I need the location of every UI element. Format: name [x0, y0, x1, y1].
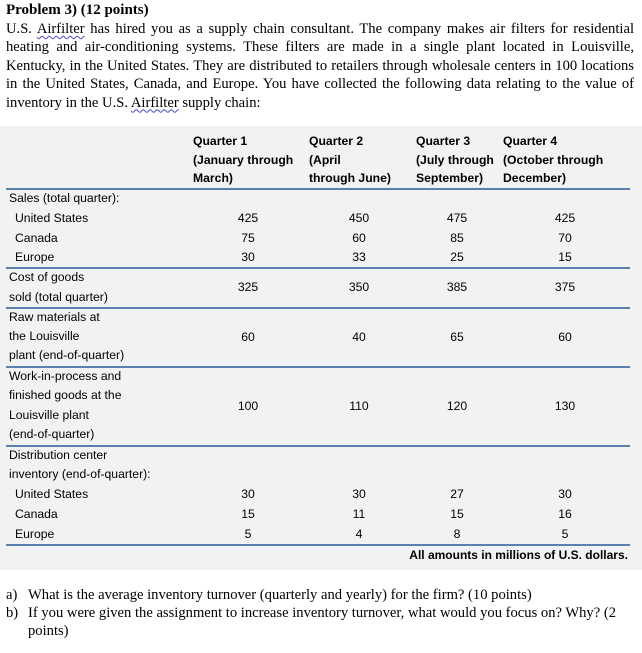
question-text: What is the average inventory turnover (quarterly and yearly) for the firm? (10 points) [28, 587, 532, 603]
table-cell: 15 [450, 507, 464, 521]
questions-list [6, 586, 636, 641]
company-name: Airfilter [36, 21, 85, 37]
sales-section-label: Sales (total quarter): [9, 191, 120, 205]
question-marker: a) [6, 587, 18, 603]
table-cell: 85 [450, 231, 464, 245]
question-b [6, 604, 636, 640]
sales-canada-label: Canada [15, 231, 58, 245]
sales-us-label: United States [15, 211, 89, 225]
table-cell: 375 [554, 280, 576, 294]
table-cell: 16 [558, 507, 572, 521]
header-q1-line2: (January through [193, 152, 294, 167]
sales-europe-label: Europe [15, 250, 55, 264]
dc-label-line1: Distribution center [9, 448, 108, 462]
header-q4-line3: December) [503, 171, 566, 185]
table-cell: 120 [446, 399, 468, 413]
raw-label-line1: Raw materials at [9, 310, 100, 324]
cogs-label-line1: Cost of goods [9, 270, 85, 284]
table-cell: 110 [349, 399, 369, 413]
table-cell: 60 [558, 330, 572, 344]
header-q4-line2: (October through [503, 152, 604, 167]
table-footnote: All amounts in millions of U.S. dollars. [409, 548, 628, 562]
table-cell: 4 [355, 527, 363, 541]
table-cell: 325 [237, 280, 259, 294]
table-cell: 8 [453, 527, 461, 541]
header-quarter-4 [503, 132, 603, 188]
header-quarter-3 [416, 132, 494, 188]
wip-label-line4: (end-of-quarter) [9, 427, 95, 441]
header-q3-line3: September) [416, 171, 484, 185]
table-cell: 450 [348, 211, 370, 225]
header-q3-line2: (July through [416, 152, 494, 167]
cogs-label-line2: sold (total quarter) [9, 290, 108, 304]
table-cell: 425 [237, 211, 259, 225]
table-cell: 60 [352, 231, 366, 245]
header-q4-line1: Quarter 4 [503, 134, 558, 148]
question-a [6, 586, 636, 604]
header-q1-line1: Quarter 1 [193, 134, 248, 148]
dc-us-label: United States [15, 487, 89, 501]
table-cell: 75 [241, 231, 255, 245]
intro-text-3: supply chain: [178, 94, 261, 111]
wip-label-line3: Louisville plant [9, 408, 89, 422]
header-q1-line3: March) [193, 171, 233, 185]
problem-intro [6, 20, 634, 112]
table-cell: 40 [352, 330, 366, 344]
intro-text-2: has hired you as a supply chain consultant. The company makes air filters for residential heating and air-conditioning systems. These filters are made in a single plant located in Louisville, Kentucky, in the United States. They are distributed to retailers through wholesale centers in 100 locations in the United States, Canada, and Europe. You have collected the following data relating to the value of inventory in the U.S. [6, 21, 634, 111]
dc-label-line2: inventory (end-of-quarter): [9, 467, 151, 481]
header-q2-line2: (April [309, 152, 341, 167]
question-marker: b) [6, 605, 19, 622]
table-cell: 5 [561, 527, 569, 541]
table-cell: 70 [558, 231, 572, 245]
row-divider [6, 267, 630, 269]
header-q2-line1: Quarter 2 [309, 134, 364, 148]
table-cell: 60 [241, 330, 255, 344]
company-name-2: Airfilter [130, 94, 179, 111]
table-cell: 100 [237, 399, 259, 413]
table-cell: 15 [558, 250, 572, 264]
table-cell: 350 [348, 280, 370, 294]
table-cell: 65 [450, 330, 464, 344]
header-q2-line3: through June) [309, 171, 391, 185]
intro-text-1: U.S. [6, 21, 37, 37]
table-cell: 33 [352, 250, 366, 264]
dc-canada-label: Canada [15, 507, 58, 521]
problem-heading: Problem 3) (12 points) [6, 2, 149, 18]
inventory-data-table [0, 126, 642, 570]
table-cell: 5 [244, 527, 252, 541]
table-cell: 130 [554, 399, 576, 413]
header-quarter-2 [309, 132, 391, 188]
table-cell: 30 [352, 487, 366, 501]
header-quarter-1 [193, 132, 293, 188]
table-cell: 15 [241, 507, 255, 521]
table-cell: 25 [450, 250, 464, 264]
header-q3-line1: Quarter 3 [416, 134, 471, 148]
dc-europe-label: Europe [15, 527, 55, 541]
table-cell: 385 [446, 280, 468, 294]
question-text: If you were given the assignment to increase inventory turnover, what would you focus on? Why? (2 points) [28, 605, 617, 640]
table-cell: 475 [446, 211, 468, 225]
table-cell: 27 [450, 487, 464, 501]
raw-label-line3: plant (end-of-quarter) [9, 348, 125, 362]
wip-label-line1: Work-in-process and [9, 369, 122, 383]
table-cell: 30 [241, 487, 255, 501]
table-cell: 11 [352, 507, 366, 521]
raw-label-line2: the Louisville [9, 329, 80, 343]
wip-label-line2: finished goods at the [9, 388, 122, 402]
table-cell: 30 [241, 250, 255, 264]
table-cell: 30 [558, 487, 572, 501]
row-divider [6, 544, 630, 546]
table-cell: 425 [554, 211, 576, 225]
